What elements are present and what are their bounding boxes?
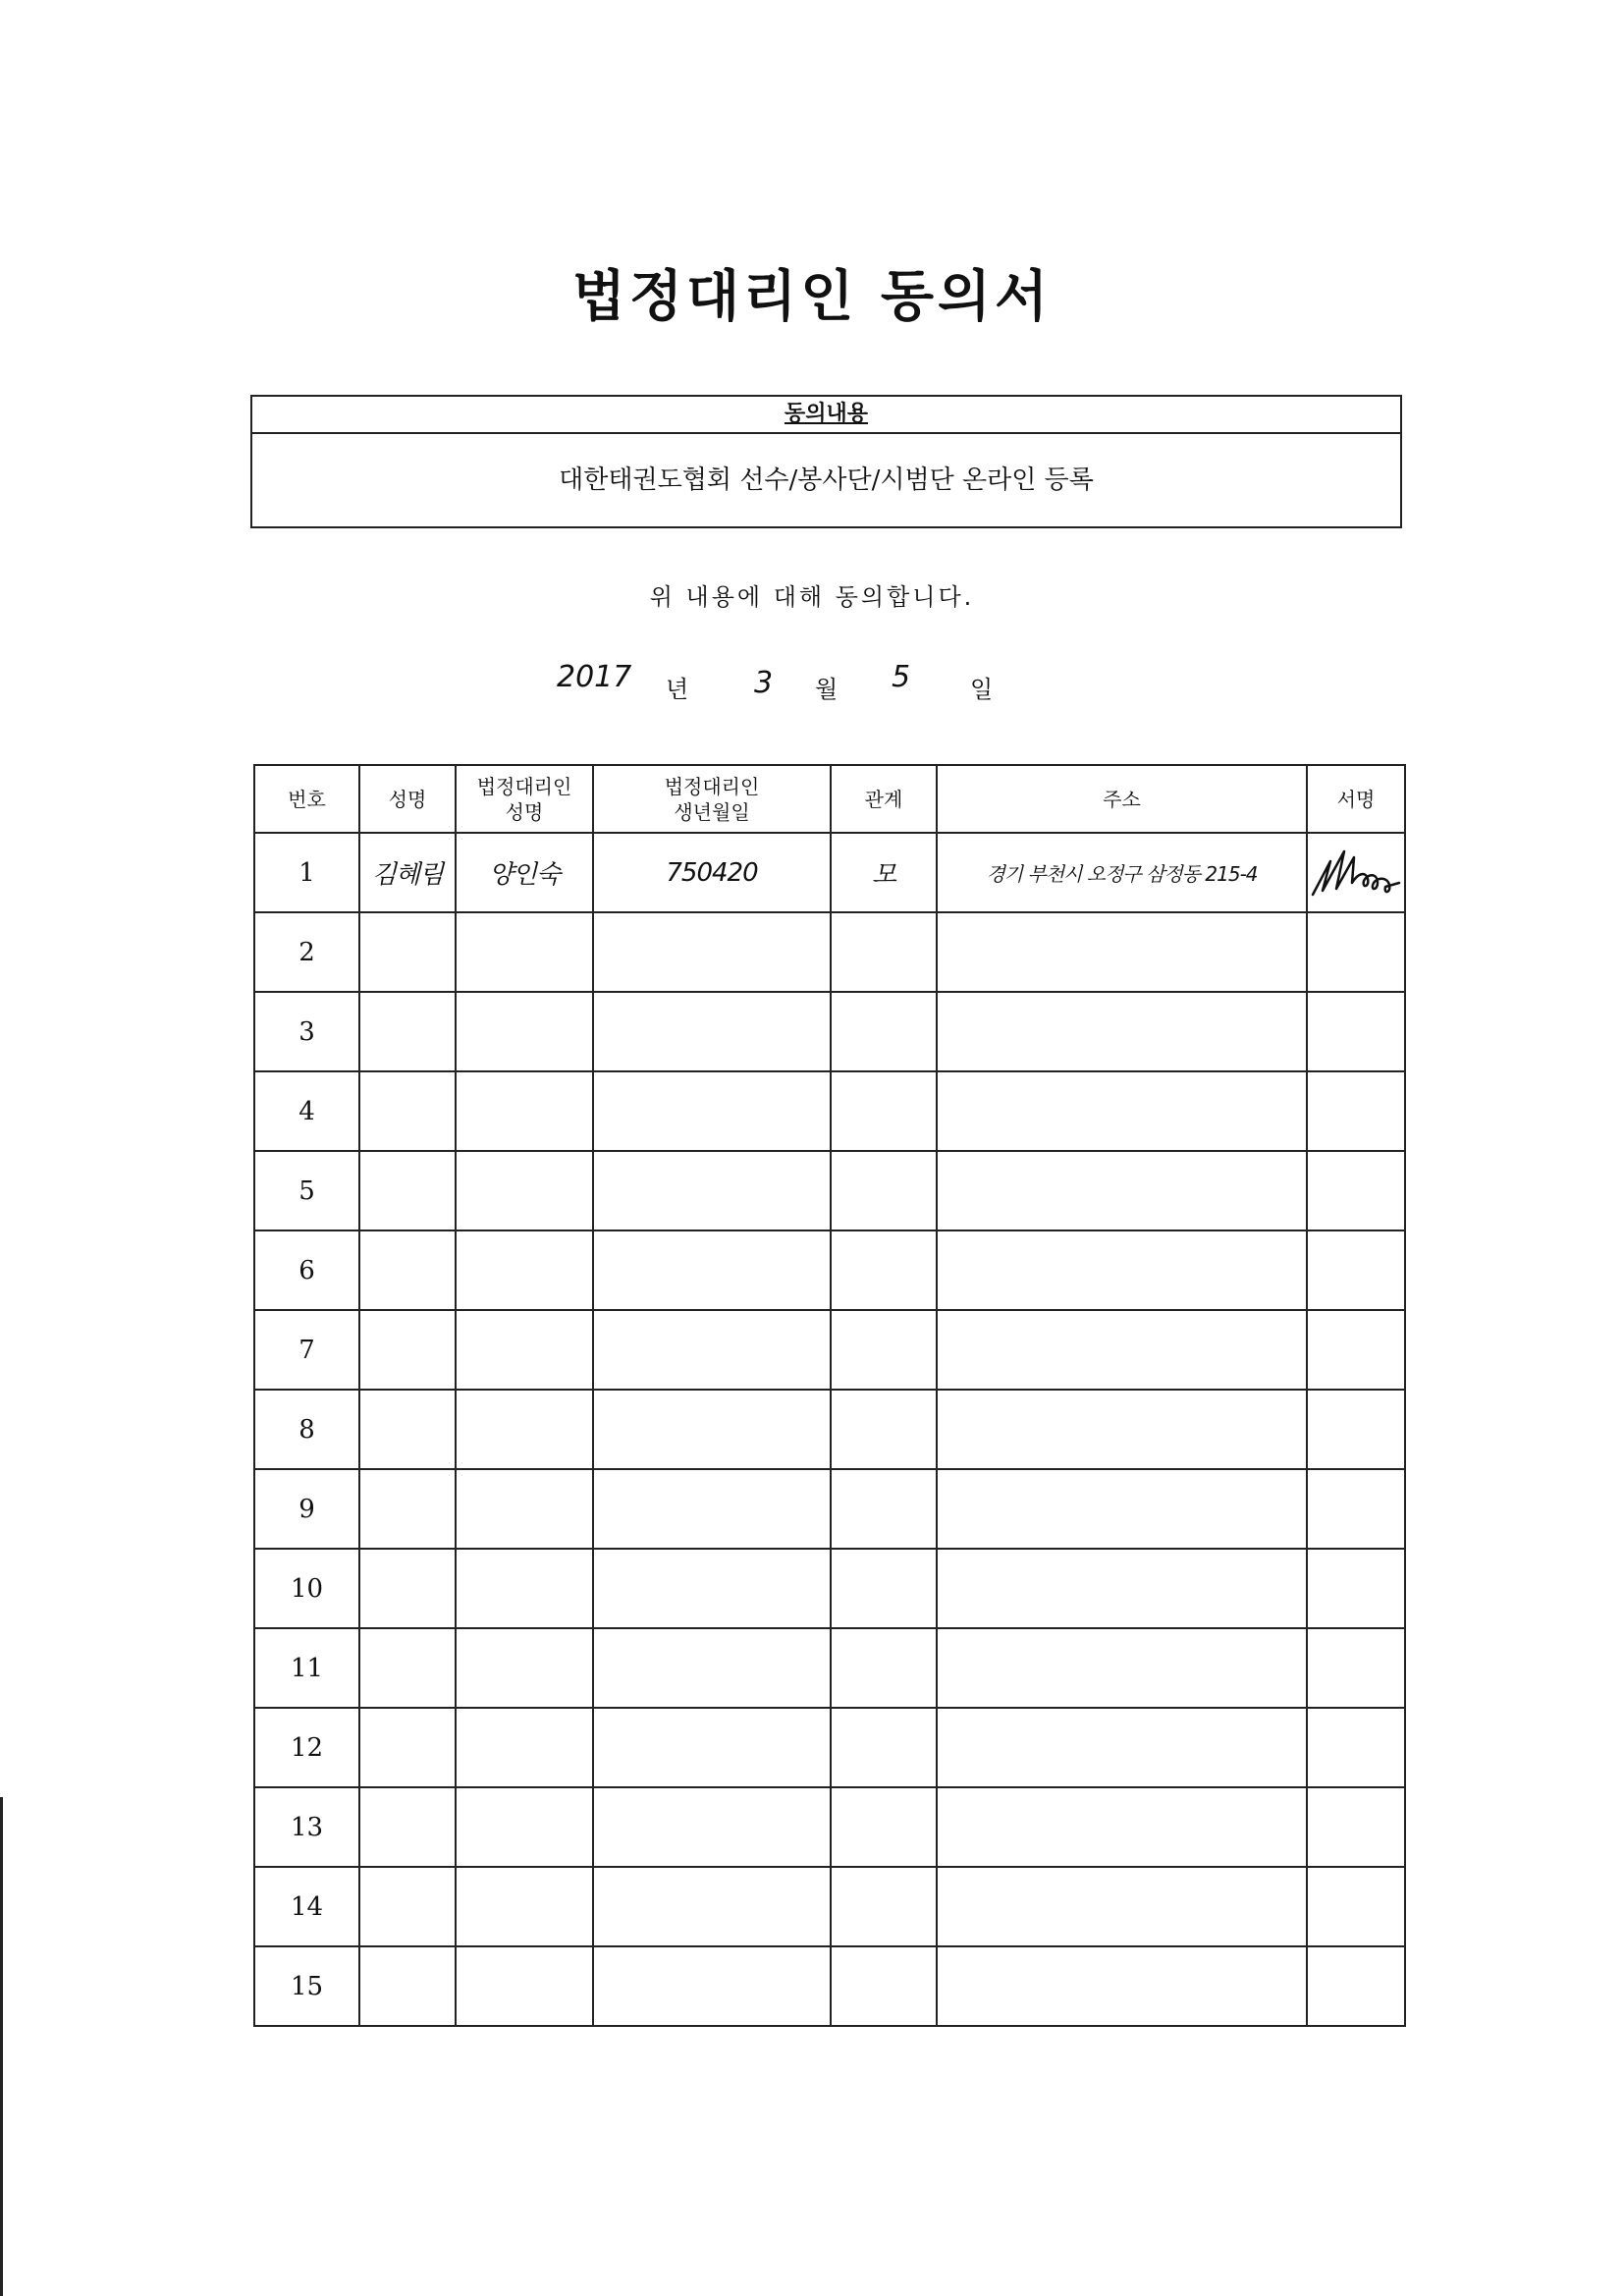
signature-cell — [1307, 1708, 1405, 1787]
signature-cell — [1307, 1230, 1405, 1310]
participant-name-cell: 김혜림 — [359, 833, 456, 912]
signature-cell — [1307, 1151, 1405, 1230]
address-cell — [937, 1151, 1307, 1230]
table-row — [254, 992, 1405, 1071]
guardian-birthdate-cell: 750420 — [593, 833, 831, 912]
signature-cell — [1307, 1469, 1405, 1549]
table-row — [254, 912, 1405, 992]
table-row — [254, 1310, 1405, 1390]
relation-cell — [831, 1390, 937, 1469]
column-header-sublabel: 생년월일 — [674, 799, 750, 824]
address-cell: 경기 부천시 오정구 삼정동 215-4 — [937, 833, 1307, 912]
table-row — [254, 1469, 1405, 1549]
guardian-name-cell — [456, 1787, 593, 1867]
column-header — [593, 765, 831, 833]
table-header-row — [254, 765, 1405, 833]
participant-name-cell — [359, 1151, 456, 1230]
date-year-label: 년 — [666, 676, 689, 703]
participant-name-cell — [359, 1469, 456, 1549]
consent-box — [250, 395, 1402, 528]
column-header-label: 번호 — [288, 787, 326, 811]
scan-edge-mark — [0, 1797, 3, 2296]
guardian-birthdate-cell — [593, 1628, 831, 1708]
participant-name-cell — [359, 1867, 456, 1946]
row-number-cell: 1 — [254, 833, 359, 912]
table-row — [254, 1867, 1405, 1946]
address-cell — [937, 1390, 1307, 1469]
guardian-name-cell — [456, 1946, 593, 2026]
signature-cell — [1307, 1071, 1405, 1151]
relation-cell — [831, 1230, 937, 1310]
table-row — [254, 833, 1405, 912]
consent-content: 대한태권도협회 선수/봉사단/시범단 온라인 등록 — [559, 465, 1094, 495]
column-header — [254, 765, 359, 833]
address-cell — [937, 1549, 1307, 1628]
table-row — [254, 1549, 1405, 1628]
relation-cell: 모 — [831, 833, 937, 912]
column-header — [359, 765, 456, 833]
guardian-birthdate-cell — [593, 1946, 831, 2026]
consent-header-label: 동의내용 — [784, 402, 868, 426]
signature-cell — [1307, 1549, 1405, 1628]
address-cell — [937, 1946, 1307, 2026]
participant-name-cell — [359, 912, 456, 992]
guardian-birthdate-cell — [593, 1867, 831, 1946]
relation-cell — [831, 1628, 937, 1708]
signature-cell — [1307, 1787, 1405, 1867]
column-header-label: 주소 — [1103, 787, 1141, 811]
relation-cell — [831, 1151, 937, 1230]
guardian-birthdate-cell — [593, 992, 831, 1071]
relation-cell — [831, 1310, 937, 1390]
table-row — [254, 1151, 1405, 1230]
relation-cell — [831, 1946, 937, 2026]
table-row — [254, 1071, 1405, 1151]
roster-table — [253, 764, 1406, 2027]
table-row — [254, 1230, 1405, 1310]
signature-cell — [1307, 833, 1405, 912]
column-header — [456, 765, 593, 833]
column-header — [1307, 765, 1405, 833]
address-cell — [937, 992, 1307, 1071]
participant-name-cell — [359, 1230, 456, 1310]
column-header-label: 법정대리인 — [664, 774, 760, 798]
guardian-name-cell — [456, 1469, 593, 1549]
row-number-cell: 2 — [254, 912, 359, 992]
participant-name-cell — [359, 1787, 456, 1867]
guardian-name-cell — [456, 1867, 593, 1946]
column-header-label: 법정대리인 — [476, 774, 572, 798]
guardian-name-cell — [456, 912, 593, 992]
guardian-name-cell: 양인숙 — [456, 833, 593, 912]
guardian-birthdate-cell — [593, 912, 831, 992]
guardian-name-cell — [456, 1549, 593, 1628]
column-header — [937, 765, 1307, 833]
date-line — [0, 658, 1624, 717]
guardian-birthdate-cell — [593, 1151, 831, 1230]
address-cell — [937, 1787, 1307, 1867]
signature-cell — [1307, 1946, 1405, 2026]
signature-cell — [1307, 1310, 1405, 1390]
guardian-birthdate-cell — [593, 1310, 831, 1390]
row-number-cell: 4 — [254, 1071, 359, 1151]
participant-name-cell — [359, 1946, 456, 2026]
participant-name-cell — [359, 1549, 456, 1628]
address-cell — [937, 1708, 1307, 1787]
relation-cell — [831, 1787, 937, 1867]
relation-cell — [831, 1708, 937, 1787]
guardian-name-cell — [456, 1628, 593, 1708]
agreement-statement: 위 내용에 대해 동의합니다. — [649, 583, 975, 611]
date-day-value: 5 — [892, 660, 911, 694]
relation-cell — [831, 1867, 937, 1946]
relation-cell — [831, 1071, 937, 1151]
row-number-cell: 9 — [254, 1469, 359, 1549]
signature-cell — [1307, 1390, 1405, 1469]
date-month-label: 월 — [815, 676, 839, 703]
address-cell — [937, 1867, 1307, 1946]
table-row — [254, 1708, 1405, 1787]
row-number-cell: 12 — [254, 1708, 359, 1787]
signature-cell — [1307, 912, 1405, 992]
guardian-name-cell — [456, 1310, 593, 1390]
participant-name-cell — [359, 1390, 456, 1469]
table-row — [254, 1946, 1405, 2026]
row-number-cell: 11 — [254, 1628, 359, 1708]
row-number-cell: 3 — [254, 992, 359, 1071]
guardian-name-cell — [456, 1071, 593, 1151]
row-number-cell: 14 — [254, 1867, 359, 1946]
row-number-cell: 10 — [254, 1549, 359, 1628]
address-cell — [937, 1310, 1307, 1390]
document-title: 법정대리인 동의서 — [571, 265, 1053, 329]
guardian-birthdate-cell — [593, 1549, 831, 1628]
guardian-birthdate-cell — [593, 1230, 831, 1310]
signature-cell — [1307, 1628, 1405, 1708]
guardian-name-cell — [456, 1708, 593, 1787]
row-number-cell: 6 — [254, 1230, 359, 1310]
table-row — [254, 1390, 1405, 1469]
guardian-birthdate-cell — [593, 1071, 831, 1151]
row-number-cell: 15 — [254, 1946, 359, 2026]
row-number-cell: 5 — [254, 1151, 359, 1230]
guardian-name-cell — [456, 992, 593, 1071]
consent-header — [252, 397, 1400, 434]
participant-name-cell — [359, 1310, 456, 1390]
row-number-cell: 13 — [254, 1787, 359, 1867]
relation-cell — [831, 912, 937, 992]
guardian-name-cell — [456, 1230, 593, 1310]
signature-cell — [1307, 1867, 1405, 1946]
guardian-birthdate-cell — [593, 1469, 831, 1549]
guardian-name-cell — [456, 1390, 593, 1469]
date-year-value: 2017 — [557, 660, 632, 694]
date-month-value: 3 — [754, 666, 774, 700]
guardian-birthdate-cell — [593, 1787, 831, 1867]
relation-cell — [831, 992, 937, 1071]
column-header — [831, 765, 937, 833]
roster-body — [254, 833, 1405, 2026]
relation-cell — [831, 1469, 937, 1549]
row-number-cell: 7 — [254, 1310, 359, 1390]
column-header-sublabel: 성명 — [505, 799, 544, 824]
handwritten-signature — [1309, 844, 1403, 902]
table-row — [254, 1628, 1405, 1708]
date-day-label: 일 — [970, 676, 994, 703]
column-header-label: 서명 — [1336, 787, 1376, 811]
guardian-name-cell — [456, 1151, 593, 1230]
guardian-birthdate-cell — [593, 1390, 831, 1469]
address-cell — [937, 1628, 1307, 1708]
participant-name-cell — [359, 1071, 456, 1151]
signature-cell — [1307, 992, 1405, 1071]
participant-name-cell — [359, 992, 456, 1071]
relation-cell — [831, 1549, 937, 1628]
column-header-label: 성명 — [388, 787, 427, 811]
participant-name-cell — [359, 1628, 456, 1708]
address-cell — [937, 912, 1307, 992]
address-cell — [937, 1071, 1307, 1151]
participant-name-cell — [359, 1708, 456, 1787]
row-number-cell: 8 — [254, 1390, 359, 1469]
column-header-label: 관계 — [864, 787, 903, 811]
guardian-birthdate-cell — [593, 1708, 831, 1787]
address-cell — [937, 1230, 1307, 1310]
table-row — [254, 1787, 1405, 1867]
address-cell — [937, 1469, 1307, 1549]
